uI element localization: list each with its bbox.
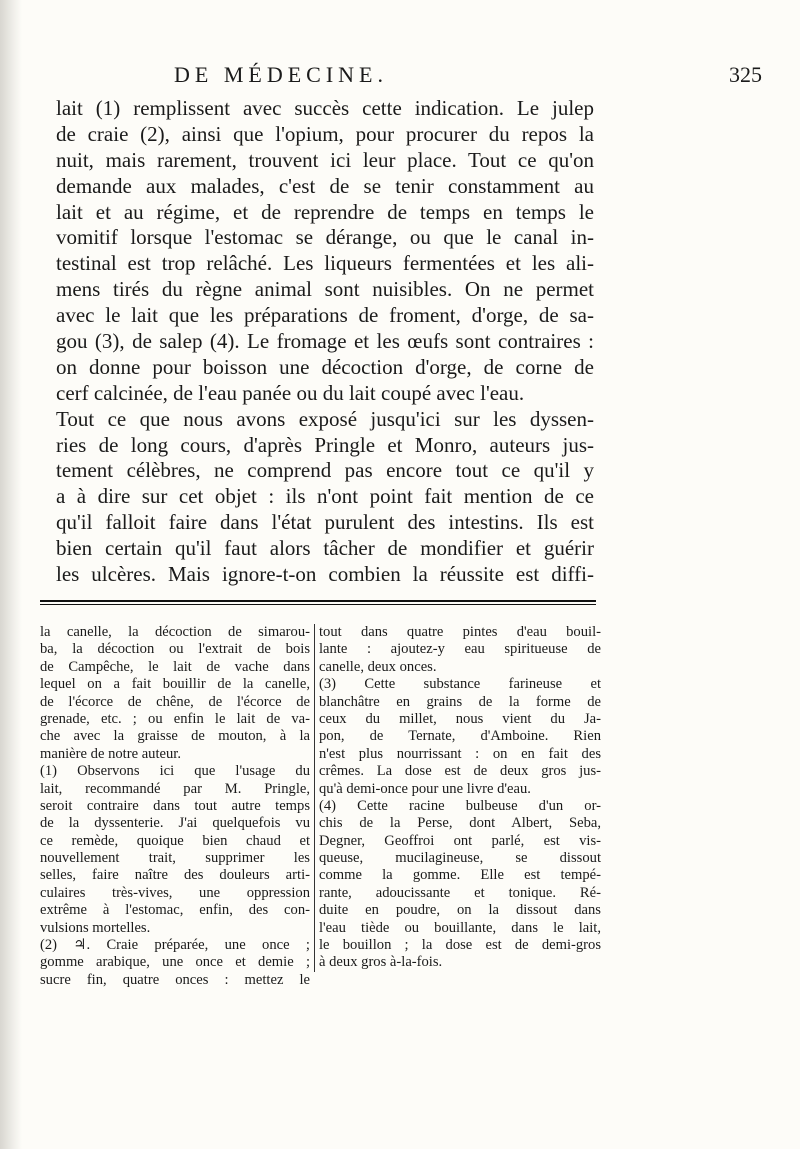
footnote-line: à deux gros à-la-fois.: [319, 954, 443, 971]
text-line: a à dire sur cet objet : ils n'ont point fait mention de ce: [56, 484, 594, 509]
footnote-line: extrême à l'estomac, enfin, des con-: [40, 902, 310, 919]
text-line: mens tirés du règne animal sont nuisibles. On ne permet: [56, 277, 594, 302]
footnote-line: sucre fin, quatre onces : mettez le: [40, 971, 310, 988]
footnote-line: duite en poudre, on la dissout dans: [319, 902, 601, 919]
running-header: [40, 62, 780, 96]
footnote-line: qu'à demi-once pour une livre d'eau.: [319, 780, 531, 797]
footnote-line: pon, de Ternate, d'Amboine. Rien: [319, 728, 601, 745]
footnote-line: che avec la graisse de mouton, à la: [40, 728, 310, 745]
footnote-line: lait, recommandé par M. Pringle,: [40, 780, 310, 797]
text-line: demande aux malades, c'est de se tenir constamment au: [56, 173, 594, 198]
footnote-line: de la dyssenterie. J'ai quelquefois vu: [40, 815, 310, 832]
footnote-separator-rule: [40, 600, 596, 605]
footnote-line: de Campêche, le lait de vache dans: [40, 658, 310, 675]
text-line: lait (1) remplissent avec succès cette indication. Le julep: [56, 96, 594, 120]
footnote-line: canelle, deux onces.: [319, 658, 437, 675]
footnote-line: crêmes. La dose est de deux gros jus-: [319, 763, 601, 780]
footnote-line: selles, faire naître des douleurs arti-: [40, 867, 310, 884]
footnote-line: blanchâtre en grains de la forme de: [319, 693, 601, 710]
footnote-line: manière de notre auteur.: [40, 745, 182, 762]
text-line: testinal est trop relâché. Les liqueurs fermentées et les ali-: [56, 251, 594, 276]
footnote-line: ce remède, quoique bien chaud et: [40, 832, 310, 849]
text-line: les ulcères. Mais ignore-t-on combien la réussite est diffi-: [56, 562, 594, 587]
footnote-line: la canelle, la décoction de simarou-: [40, 624, 310, 640]
footnote-line: le bouillon ; la dose est de demi-gros: [319, 937, 601, 954]
text-line: nuit, mais rarement, trouvent ici leur place. Tout ce qu'on: [56, 147, 594, 172]
footnote-line: de l'écorce de chêne, de l'écorce de: [40, 693, 310, 710]
footnote-line: ba, la décoction ou l'extrait de bois: [40, 641, 310, 658]
text-line: gou (3), de salep (4). Le fromage et les œufs sont contraires :: [56, 329, 594, 354]
text-line: bien certain qu'il faut alors tâcher de mondifier et guérir: [56, 536, 594, 561]
footnote-column-right: [314, 624, 601, 972]
page-binding-edge: [0, 0, 22, 1149]
footnote-line: culaires très-vives, une oppression: [40, 884, 310, 901]
text-line: Tout ce que nous avons exposé jusqu'ici sur les dyssen-: [56, 406, 594, 431]
text-line: qu'il falloit faire dans l'état purulent des intestins. Ils est: [56, 510, 594, 535]
footnote-line: chis de la Perse, dont Albert, Seba,: [319, 815, 601, 832]
footnote-column-left: [40, 624, 310, 989]
footnote-line: (2) ♃. Craie préparée, une once ;: [40, 937, 310, 954]
footnote-line: comme la gomme. Elle est tempé-: [319, 867, 601, 884]
text-line: ries de long cours, d'après Pringle et Monro, auteurs jus-: [56, 432, 594, 457]
footnote-line: queuse, mucilagineuse, se dissout: [319, 850, 601, 867]
footnote-line: lante : ajoutez-y eau spiritueuse de: [319, 641, 601, 658]
text-line: tement célèbres, ne comprend pas encore tout ce qu'il y: [56, 458, 594, 483]
text-line: lait et au régime, et de reprendre de temps en temps le: [56, 199, 594, 224]
footnote-line: n'est plus nourrissant : on en fait des: [319, 745, 601, 762]
page-number: 325: [729, 62, 762, 87]
footnote-line: (1) Observons ici que l'usage du: [40, 763, 310, 780]
text-line: on donne pour boisson une décoction d'orge, de corne de: [56, 354, 594, 379]
footnote-line: lequel on a fait bouillir de la canelle,: [40, 676, 310, 693]
footnote-line: tout dans quatre pintes d'eau bouil-: [319, 624, 601, 640]
footnote-line: Degner, Geoffroi ont parlé, est vis-: [319, 832, 601, 849]
footnote-line: (3) Cette substance farineuse et: [319, 676, 601, 693]
text-line: de craie (2), ainsi que l'opium, pour procurer du repos la: [56, 121, 594, 146]
footnote-line: grenade, etc. ; ou enfin le lait de va-: [40, 710, 310, 727]
footnote-line: vulsions mortelles.: [40, 919, 151, 936]
text-line: avec le lait que les préparations de froment, d'orge, de sa-: [56, 303, 594, 328]
footnote-line: l'eau tiède ou bouillante, dans le lait,: [319, 919, 601, 936]
text-line: cerf calcinée, de l'eau panée ou du lait coupé avec l'eau.: [56, 380, 525, 405]
footnote-line: (4) Cette racine bulbeuse d'un or-: [319, 797, 601, 814]
text-line: vomitif lorsque l'estomac se dérange, ou que le canal in-: [56, 225, 594, 250]
footnote-line: ceux du millet, nous vient du Ja-: [319, 710, 601, 727]
footnote-line: seroit contraire dans tout autre temps: [40, 797, 310, 814]
running-title: DE MÉDECINE.: [174, 62, 388, 87]
footnote-line: nouvellement trait, supprimer les: [40, 850, 310, 867]
main-text-body: [56, 96, 594, 588]
footnote-line: gomme arabique, une once et demie ;: [40, 954, 310, 971]
footnote-line: rante, adoucissante et tonique. Ré-: [319, 884, 601, 901]
